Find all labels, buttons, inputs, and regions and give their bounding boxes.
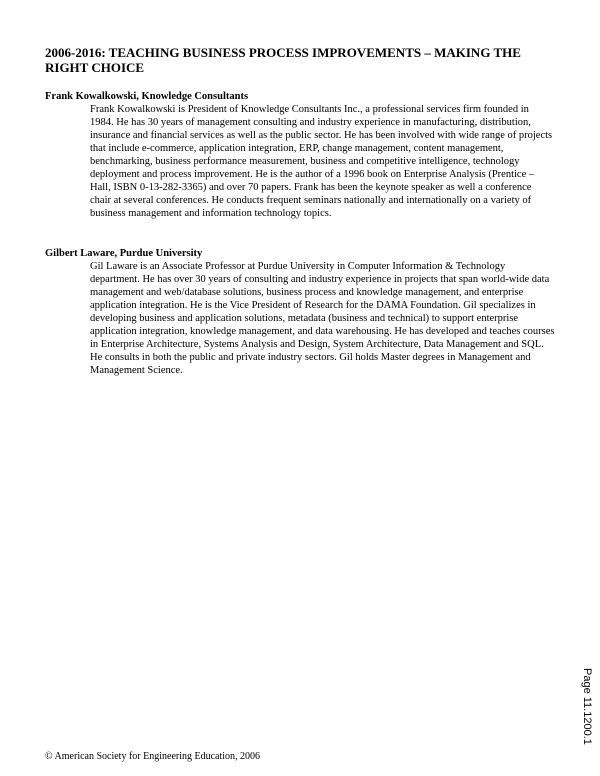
author-biography: Frank Kowalkowski is President of Knowledge Consultants Inc., a professional services firm founded in 1984. He has 30 years of management consulting and industry experience in manufacturing, distribution, insurance and financial services as well as the public sector. He has been involved with wide range of projects that include e-commerce, application integration, ERP, change management, content management, benchmarking, business performance measurement, business and competitive intelligence, technology deployment and process improvement. He is the author of a 1996 book on Enterprise Analysis (Prentice – Hall, ISBN 0-13-282-3365) and over 70 papers. Frank has been the keynote speaker as well a conference chair at several conferences. He conducts frequent seminars nationally and internationally on a variety of business management and information technology topics. bbox=[90, 104, 553, 219]
author-name: Gilbert Laware, Purdue University bbox=[45, 248, 203, 259]
author-bio-frank-kowalkowski bbox=[45, 90, 555, 220]
author-bio-gilbert-laware bbox=[45, 247, 555, 377]
copyright-footer: © American Society for Engineering Education, 2006 bbox=[45, 751, 261, 762]
page-title: 2006-2016: TEACHING BUSINESS PROCESS IMPROVEMENTS – MAKING THE RIGHT CHOICE bbox=[45, 45, 521, 75]
author-name: Frank Kowalkowski, Knowledge Consultants bbox=[45, 91, 249, 102]
author-biography: Gil Laware is an Associate Professor at Purdue University in Computer Information & Technology department. He has over 30 years of consulting and industry experience in projects that span world-wide data management and web/database solutions, business process and knowledge management, and enterprise application integration. He is the Vice President of Research for the DAMA Foundation. Gil specializes in developing business and application solutions, metadata (business and technical) to support enterprise application integration, knowledge management, and data warehousing. He has developed and teaches courses in Enterprise Architecture, Systems Analysis and Design, System Architecture, Data Management and SQL. He consults in both the public and private industry sectors. Gil holds Master degrees in Management and Management Science. bbox=[90, 261, 555, 376]
page-number-label: Page 11.1200.1 bbox=[581, 668, 593, 745]
